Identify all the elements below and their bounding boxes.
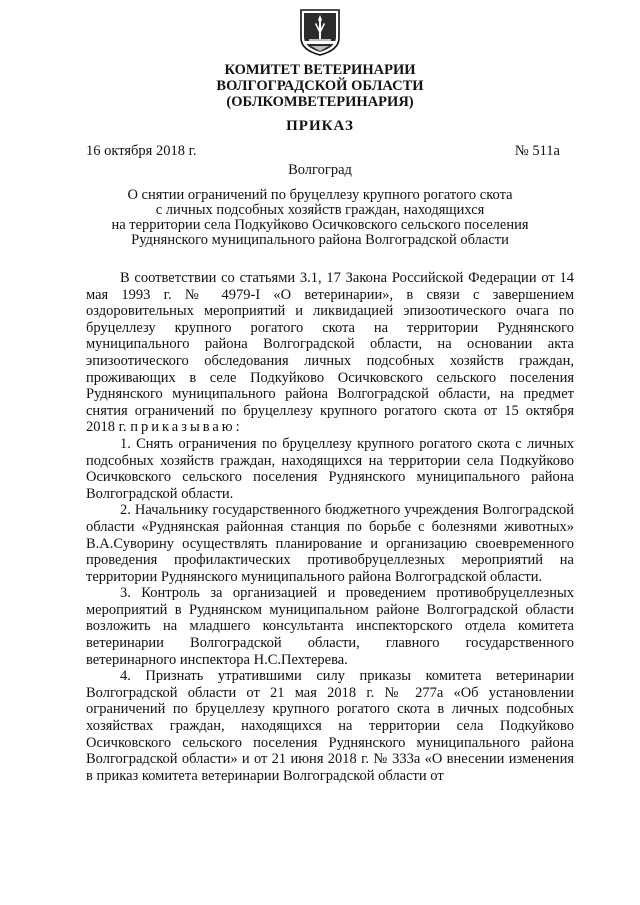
document-type: ПРИКАЗ xyxy=(286,118,354,134)
org-line-1: КОМИТЕТ ВЕТЕРИНАРИИ xyxy=(224,62,416,78)
subject-line-2: с личных подсобных хозяйств граждан, находящихся xyxy=(155,202,485,218)
org-line-2: ВОЛГОГРАДСКОЙ ОБЛАСТИ xyxy=(216,78,424,94)
organization-name xyxy=(0,62,640,110)
order-item-2: 2. Начальнику государственного бюджетного учреждения Волгоградской области «Руднянская районная станция по борьбе с болезнями животных» В.А.Суворину осуществлять планирование и организацию своевременного проведения профилактических противобруцеллезных мероприятий на территории Руднянского муниципального района Волгоградской области. xyxy=(86,502,574,585)
order-item-1: 1. Снять ограничения по бруцеллезу крупного рогатого скота с личных подсобных хозяйств граждан, находящихся на территории села Подкуйково Осичковского сельского поселения Руднянского муниципального района Волгоградской области. xyxy=(86,435,574,502)
org-line-3: (ОБЛКОМВЕТЕРИНАРИЯ) xyxy=(226,94,414,110)
subject-line-4: Руднянского муниципального района Волгоградской области xyxy=(131,232,509,248)
preamble-paragraph xyxy=(86,270,574,436)
order-word: приказываю: xyxy=(130,419,243,436)
order-item-3: 3. Контроль за организацией и проведением противобруцеллезных мероприятий в Руднянском муниципальном районе Волгоградской области возложить на младшего консультанта инспекторского отдела комитета ветеринарии Волгоградской области, главного государственного ветеринарного инспектора Н.С.Пехтерева. xyxy=(86,585,574,668)
coat-of-arms-icon xyxy=(299,8,341,56)
document-city: Волгоград xyxy=(288,162,352,178)
order-item-4: 4. Признать утратившими силу приказы комитета ветеринарии Волгоградской области от 21 мая 2018 г. № 277а «Об установлении ограничений по бруцеллезу крупного рогатого скота в личных подсобных хозяйствах граждан, находящихся на территории села Подкуйково Осичковского сельского поселения Руднянского муниципального района Волгоградской области» и от 21 июня 2018 г. № 333а «О внесении изменения в приказ комитета ветеринарии Волгоградской области от xyxy=(86,668,574,784)
document-date: 16 октября 2018 г. xyxy=(86,143,197,159)
subject-line-3: на территории села Подкуйково Осичковского сельского поселения xyxy=(111,217,529,233)
document-body xyxy=(86,270,574,784)
document-number: № 511а xyxy=(514,143,560,159)
subject-line-1: О снятии ограничений по бруцеллезу крупного рогатого скота xyxy=(127,187,513,203)
preamble-text: В соответствии со статьями 3.1, 17 Закона Российской Федерации от 14 мая 1993 г. № 4979-I «О ветеринарии», в связи с завершением оздоровительных мероприятий и ликвидацией эпизоотического очага по бруцеллезу крупного рогатого скота на территории Руднянского муниципального района Волгоградской области, на основании акта эпизоотического обследования личных подсобных хозяйств граждан, проживающих в селе Подкуйково Осичковского сельского поселения Руднянского муниципального района Волгоградской области, на предмет снятия ограничений по бруцеллезу крупного рогатого скота от 15 октября 2018 г. xyxy=(86,270,574,436)
document-subject xyxy=(60,188,580,248)
